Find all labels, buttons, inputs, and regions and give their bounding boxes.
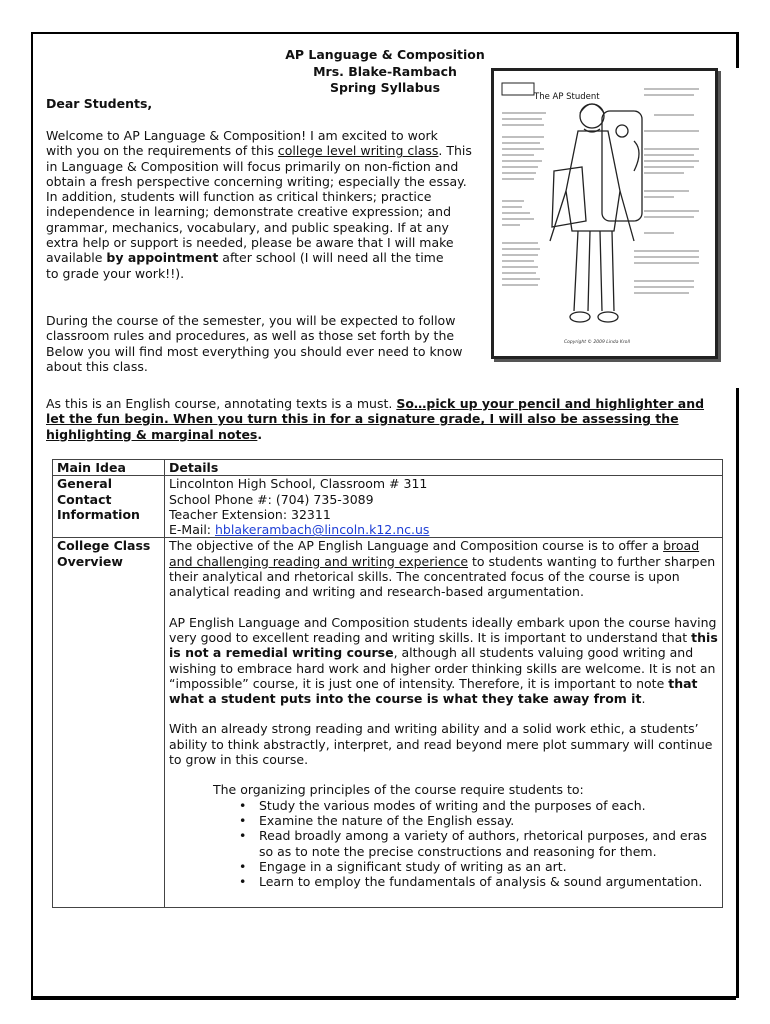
syllabus-table [52,459,723,908]
right-border-segment [736,388,739,998]
email-link[interactable]: hblakerambach@lincoln.k12.nc.us [214,522,430,538]
cartoon-title: The AP Student [534,92,600,102]
cartoon-illustration [494,71,715,356]
cartoon-caption: Copyright © 2009 Linda Kroll [564,340,630,345]
table-header-row [53,460,723,476]
school-location: Lincolnton High School, Classroom # 311 [169,476,428,492]
table-row-overview [53,538,723,908]
greeting: Dear Students, [46,96,153,111]
annotation-instructions: As this is an English course, annotating texts is a must. So…pick up your pencil and highlighter and let the fun begin. When you turn this in for a signature grade, I will also be assessing the highlighting & marginal notes. [46,396,705,442]
list-item: • Learn to employ the fundamentals of analysis & sound argumentation. [237,874,718,889]
overview-paragraph-2: AP English Language and Composition students ideally embark upon the course having very good to excellent reading and writing skills. It is important to understand that this is not a remedial writing course, although all students valuing good writing and wishing to embrace hard work and higher order thinking skills are welcome. It is not an “impossible” course, it is just one of intensity. Therefore, it is important to note that what a student puts into the course is what they take away from it. [169,614,718,707]
contact-label: General Contact Information [53,476,165,538]
list-item: • Study the various modes of writing and the purposes of each. [237,798,718,813]
contact-details: Lincolnton High School, Classroom # 311 School Phone #: (704) 735-3089 Teacher Extension: 32311 E-Mail: hblakerambach@lincoln.k12.nc.us [165,476,723,538]
syllabus-term: Spring Syllabus [329,80,441,95]
welcome-paragraph: Welcome to AP Language & Composition! I am excited to work with you on the requirements of this college level writing class. This in Language & Composition will focus primarily on non-fiction and obtain a fresh perspective concerning writing; especially the essay. In addition, students will function as critical thinkers; practice independence in learning; demonstrate creative expression; and grammar, mechanics, vocabulary, and public speaking. If at any extra help or support is needed, please be aware that I will make available by appointment after school (I will need all the time to grade your work!!). [46,128,472,281]
teacher-name: Mrs. Blake-Rambach [313,63,457,79]
list-item: • Examine the nature of the English essay. [237,813,718,828]
overview-label: College Class Overview [53,538,165,908]
organizing-principles-intro: The organizing principles of the course require students to: [213,782,584,798]
list-item: • Engage in a significant study of writing as an art. [237,859,718,874]
right-border-segment [736,32,739,68]
expectations-paragraph: During the course of the semester, you will be expected to follow classroom rules and procedures, as well as those set forth by the Below you will find most everything you should ever need to know about this class. [46,313,463,374]
principles-list [237,798,718,890]
column-header-main-idea: Main Idea [53,460,165,476]
school-phone: School Phone #: (704) 735-3089 [169,491,374,507]
list-item: • Read broadly among a variety of authors, rhetorical purposes, and eras so as to note the precise constructions and reasoning for them. [237,828,718,859]
course-title: AP Language & Composition [285,47,485,62]
column-header-details: Details [165,460,723,476]
teacher-extension: Teacher Extension: 32311 [169,506,331,522]
overview-paragraph-3: With an already strong reading and writing ability and a solid work ethic, a students’ ability to think abstractly, interpret, and read beyond mere plot summary will continue to grow in this course. [169,721,713,768]
table-row-contact [53,476,723,538]
overview-paragraph-1: The objective of the AP English Language and Composition course is to offer a broad and challenging reading and writing experience to students wanting to further sharpen their analytical and rhetorical skills. The concentrated focus of the course is upon analytical reading and writing and research-based argumentation. [169,538,716,600]
ap-student-cartoon [491,68,718,359]
overview-details [165,538,723,908]
